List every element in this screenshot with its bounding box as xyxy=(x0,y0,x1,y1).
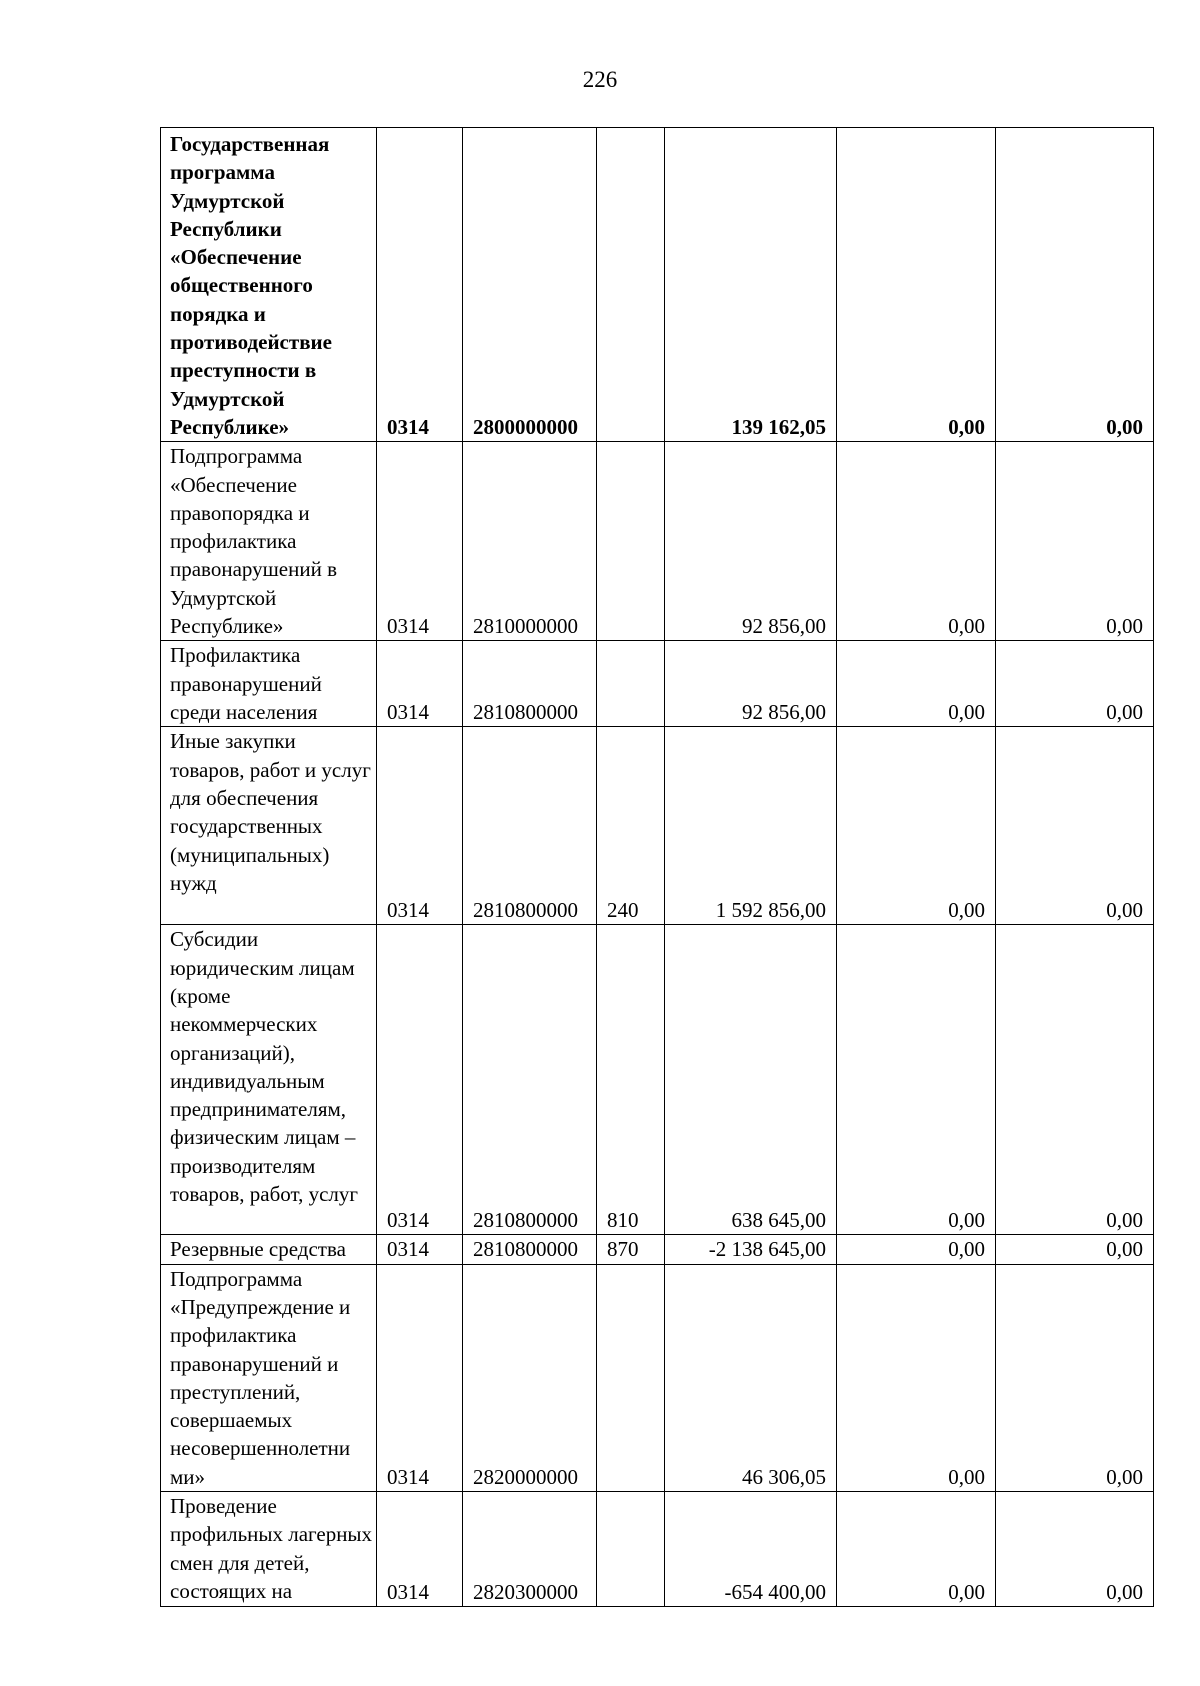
expense-type: 240 xyxy=(597,727,665,925)
section-code: 0314 xyxy=(377,1492,463,1607)
amount-2: 0,00 xyxy=(837,641,996,727)
expense-type xyxy=(597,442,665,641)
expense-type xyxy=(597,1264,665,1491)
amount-3: 0,00 xyxy=(996,925,1154,1235)
table-row xyxy=(161,641,1154,727)
target-code: 2810800000 xyxy=(463,641,597,727)
row-name: Профилактика правонарушений среди населения xyxy=(161,641,377,727)
amount-3: 0,00 xyxy=(996,442,1154,641)
target-code: 2810800000 xyxy=(463,925,597,1235)
amount-1: 1 592 856,00 xyxy=(665,727,837,925)
amount-3: 0,00 xyxy=(996,1235,1154,1264)
target-code: 2810800000 xyxy=(463,1235,597,1264)
amount-2: 0,00 xyxy=(837,1235,996,1264)
section-code: 0314 xyxy=(377,727,463,925)
row-name: Субсидии юридическим лицам (кроме некоммерческих организаций), индивидуальным предпринимателям, физическим лицам – производителям товаров, работ, услуг xyxy=(161,925,377,1235)
expense-type xyxy=(597,128,665,442)
amount-3: 0,00 xyxy=(996,727,1154,925)
amount-2: 0,00 xyxy=(837,1264,996,1491)
amount-2: 0,00 xyxy=(837,442,996,641)
expense-type xyxy=(597,1492,665,1607)
row-name: Иные закупки товаров, работ и услуг для обеспечения государственных (муниципальных) нужд xyxy=(161,727,377,925)
budget-table xyxy=(160,127,1154,1607)
table-row xyxy=(161,1264,1154,1491)
section-code: 0314 xyxy=(377,1235,463,1264)
amount-2: 0,00 xyxy=(837,925,996,1235)
row-name: Резервные средства xyxy=(161,1235,377,1264)
amount-1: 92 856,00 xyxy=(665,442,837,641)
section-code: 0314 xyxy=(377,128,463,442)
expense-type: 870 xyxy=(597,1235,665,1264)
amount-3: 0,00 xyxy=(996,128,1154,442)
target-code: 2810800000 xyxy=(463,727,597,925)
amount-2: 0,00 xyxy=(837,727,996,925)
amount-3: 0,00 xyxy=(996,1264,1154,1491)
target-code: 2810000000 xyxy=(463,442,597,641)
table-row xyxy=(161,925,1154,1235)
expense-type: 810 xyxy=(597,925,665,1235)
row-name: Подпрограмма «Предупреждение и профилактика правонарушений и преступлений, совершаемых несовершеннолетни ми» xyxy=(161,1264,377,1491)
amount-1: -2 138 645,00 xyxy=(665,1235,837,1264)
table-row xyxy=(161,1235,1154,1264)
amount-2: 0,00 xyxy=(837,128,996,442)
table-row xyxy=(161,727,1154,925)
section-code: 0314 xyxy=(377,641,463,727)
section-code: 0314 xyxy=(377,442,463,641)
table-row xyxy=(161,128,1154,442)
target-code: 2820300000 xyxy=(463,1492,597,1607)
row-name: Государственная программа Удмуртской Республики «Обеспечение общественного порядка и противодействие преступности в Удмуртской Республике» xyxy=(161,128,377,442)
amount-3: 0,00 xyxy=(996,1492,1154,1607)
amount-3: 0,00 xyxy=(996,641,1154,727)
amount-1: 92 856,00 xyxy=(665,641,837,727)
section-code: 0314 xyxy=(377,1264,463,1491)
page-number: 226 xyxy=(582,67,618,92)
section-code: 0314 xyxy=(377,925,463,1235)
row-name: Подпрограмма «Обеспечение правопорядка и профилактика правонарушений в Удмуртской Республике» xyxy=(161,442,377,641)
amount-1: 638 645,00 xyxy=(665,925,837,1235)
target-code: 2800000000 xyxy=(463,128,597,442)
amount-2: 0,00 xyxy=(837,1492,996,1607)
target-code: 2820000000 xyxy=(463,1264,597,1491)
amount-1: -654 400,00 xyxy=(665,1492,837,1607)
amount-1: 46 306,05 xyxy=(665,1264,837,1491)
expense-type xyxy=(597,641,665,727)
table-row xyxy=(161,442,1154,641)
row-name: Проведение профильных лагерных смен для детей, состоящих на xyxy=(161,1492,377,1607)
amount-1: 139 162,05 xyxy=(665,128,837,442)
table-row xyxy=(161,1492,1154,1607)
